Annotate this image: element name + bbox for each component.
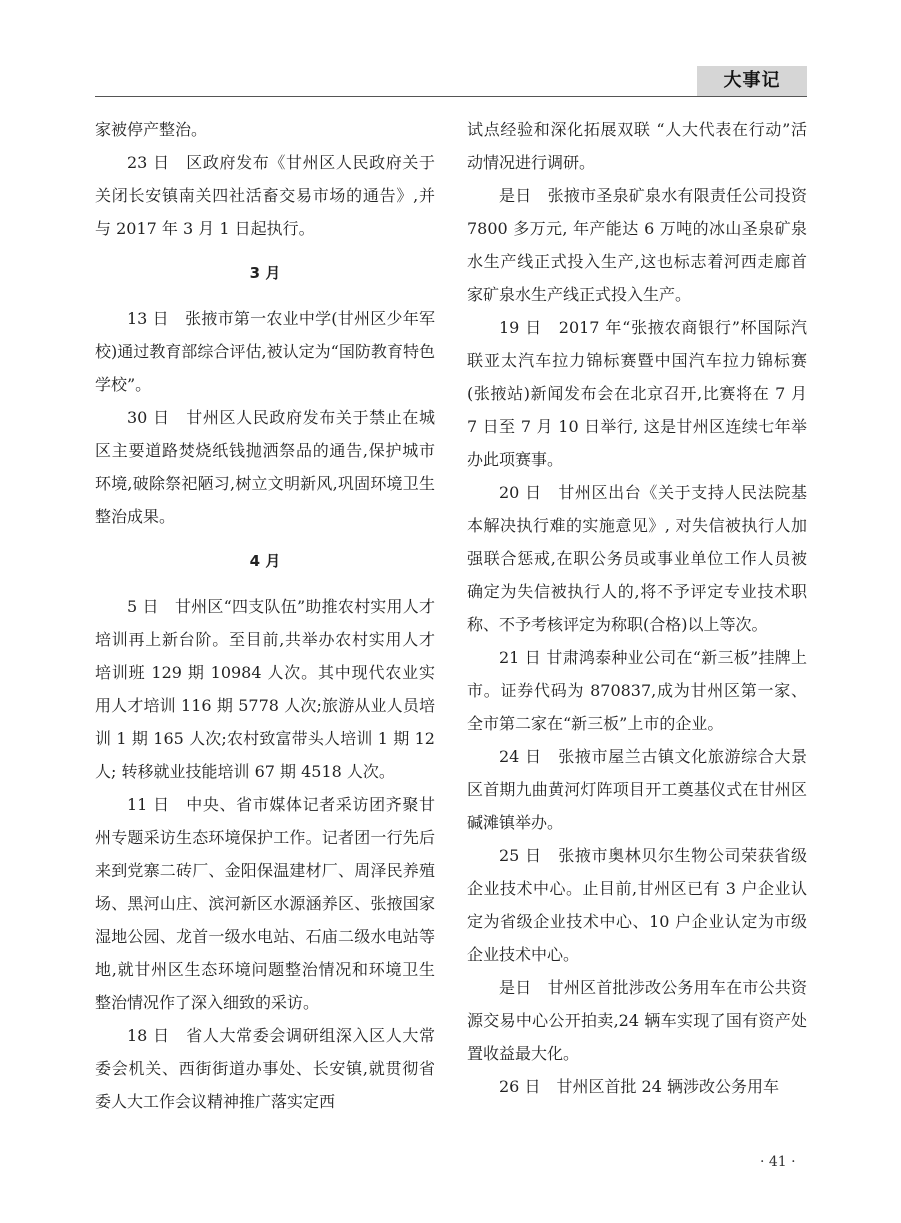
entry-day-13: 13 日 张掖市第一农业中学(甘州区少年军校)通过教育部综合评估,被认定为“国防教育特色学校”。 <box>95 309 435 394</box>
paragraph-continued: 试点经验和深化拓展双联 “人大代表在行动”活动情况进行调研。 <box>467 120 807 172</box>
entry-same-day-2: 是日 甘州区首批涉改公务用车在市公共资源交易中心公开拍卖,24 辆车实现了国有资产处置收益最大化。 <box>467 978 807 1063</box>
entry-day-25: 25 日 张掖市奥林贝尔生物公司荣获省级企业技术中心。止目前,甘州区已有 3 户企业认定为省级企业技术中心、10 户企业认定为市级企业技术中心。 <box>467 846 807 964</box>
entry-day-11: 11 日 中央、省市媒体记者采访团齐聚甘州专题采访生态环境保护工作。记者团一行先后来到党寨二砖厂、金阳保温建材厂、周泽民养殖场、黑河山庄、滨河新区水源涵养区、张掖国家湿地公园、龙首一级水电站、石庙二级水电站等地,就甘州区生态环境问题整治情况和环境卫生整治情况作了深入细致的采访。 <box>95 795 435 1012</box>
left-column <box>95 113 435 1118</box>
month-heading-4: 4 月 <box>249 552 281 570</box>
entry-day-20: 20 日 甘州区出台《关于支持人民法院基本解决执行难的实施意见》, 对失信被执行人加强联合惩戒,在职公务员或事业单位工作人员被确定为失信被执行人的,将不予评定专业技术职称、不予考核评定为称职(合格)以上等次。 <box>467 483 807 634</box>
entry-day-26: 26 日 甘州区首批 24 辆涉改公务用车 <box>499 1077 779 1096</box>
paragraph-continued: 家被停产整治。 <box>95 120 208 139</box>
entry-day-18: 18 日 省人大常委会调研组深入区人大常委会机关、西街街道办事处、长安镇,就贯彻省委人大工作会议精神推广落实定西 <box>95 1026 435 1111</box>
entry-day-30: 30 日 甘州区人民政府发布关于禁止在城区主要道路焚烧纸钱抛洒祭品的通告,保护城市环境,破除祭祀陋习,树立文明新风,巩固环境卫生整治成果。 <box>95 408 435 526</box>
header-rule <box>95 96 807 97</box>
entry-day-24: 24 日 张掖市屋兰古镇文化旅游综合大景区首期九曲黄河灯阵项目开工奠基仪式在甘州区碱滩镇举办。 <box>467 747 807 832</box>
entry-day-19: 19 日 2017 年“张掖农商银行”杯国际汽联亚太汽车拉力锦标赛暨中国汽车拉力锦标赛(张掖站)新闻发布会在北京召开,比赛将在 7 月 7 日至 7 月 10 日举行, 这是甘州区连续七年举办此项赛事。 <box>467 318 807 469</box>
page-number: · 41 · <box>760 1154 796 1170</box>
month-heading-3: 3 月 <box>249 264 281 282</box>
right-column <box>467 113 807 1103</box>
entry-day-5: 5 日 甘州区“四支队伍”助推农村实用人才培训再上新台阶。至目前,共举办农村实用人才培训班 129 期 10984 人次。其中现代农业实用人才培训 116 期 5778 人次;旅游从业人员培训 1 期 165 人次;农村致富带头人培训 1 期 12 人; 转移就业技能培训 67 期 4518 人次。 <box>95 597 435 781</box>
section-title-tab: 大事记 <box>697 66 807 96</box>
entry-same-day-1: 是日 张掖市圣泉矿泉水有限责任公司投资 7800 多万元, 年产能达 6 万吨的冰山圣泉矿泉水生产线正式投入生产,这也标志着河西走廊首家矿泉水生产线正式投入生产。 <box>467 186 807 304</box>
entry-day-21: 21 日 甘肃鸿泰种业公司在“新三板”挂牌上市。证券代码为 870837,成为甘州区第一家、全市第二家在“新三板”上市的企业。 <box>467 648 807 733</box>
entry-day-23: 23 日 区政府发布《甘州区人民政府关于关闭长安镇南关四社活畜交易市场的通告》,并与 2017 年 3 月 1 日起执行。 <box>95 153 435 238</box>
